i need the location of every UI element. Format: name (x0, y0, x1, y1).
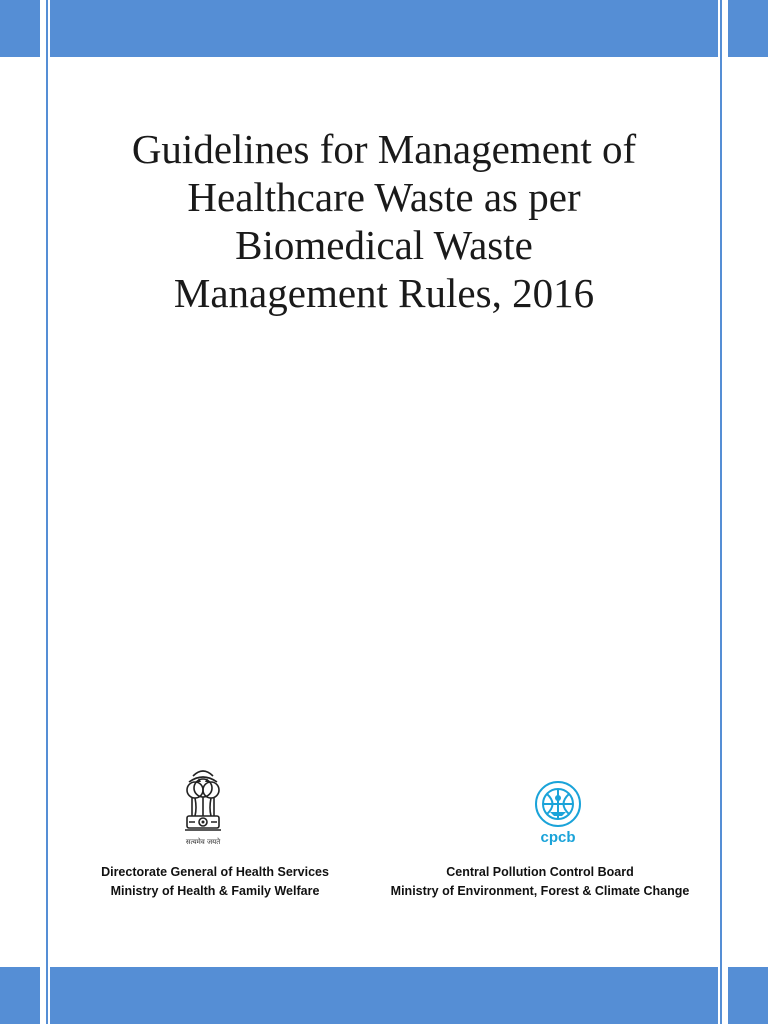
right-border-line (720, 0, 722, 1024)
right-org-ministry: Ministry of Environment, Forest & Climate Change (390, 884, 690, 898)
title-line-1: Guidelines for Management of (131, 126, 637, 172)
cpcb-logo-icon (530, 778, 586, 846)
left-organization (80, 863, 350, 901)
right-organization (370, 863, 710, 901)
bottom-left-corner-band (0, 967, 40, 1024)
left-org-name: Directorate General of Health Services (101, 865, 329, 879)
emblem-motto: सत्यमेव जयते (185, 838, 221, 846)
left-border-line (46, 0, 48, 1024)
document-title (60, 125, 708, 317)
top-band (50, 0, 718, 57)
top-left-corner-band (0, 0, 40, 57)
title-line-2: Healthcare Waste as per (187, 174, 581, 220)
left-org-ministry: Ministry of Health & Family Welfare (110, 884, 320, 898)
bottom-right-corner-band (728, 967, 768, 1024)
cpcb-logo-text: cpcb (540, 829, 576, 846)
title-line-4: Management Rules, 2016 (173, 270, 595, 316)
right-org-name: Central Pollution Control Board (446, 865, 634, 879)
top-right-corner-band (728, 0, 768, 57)
title-line-3: Biomedical Waste (235, 222, 533, 268)
bottom-band (50, 967, 718, 1024)
national-emblem-icon (175, 768, 231, 852)
